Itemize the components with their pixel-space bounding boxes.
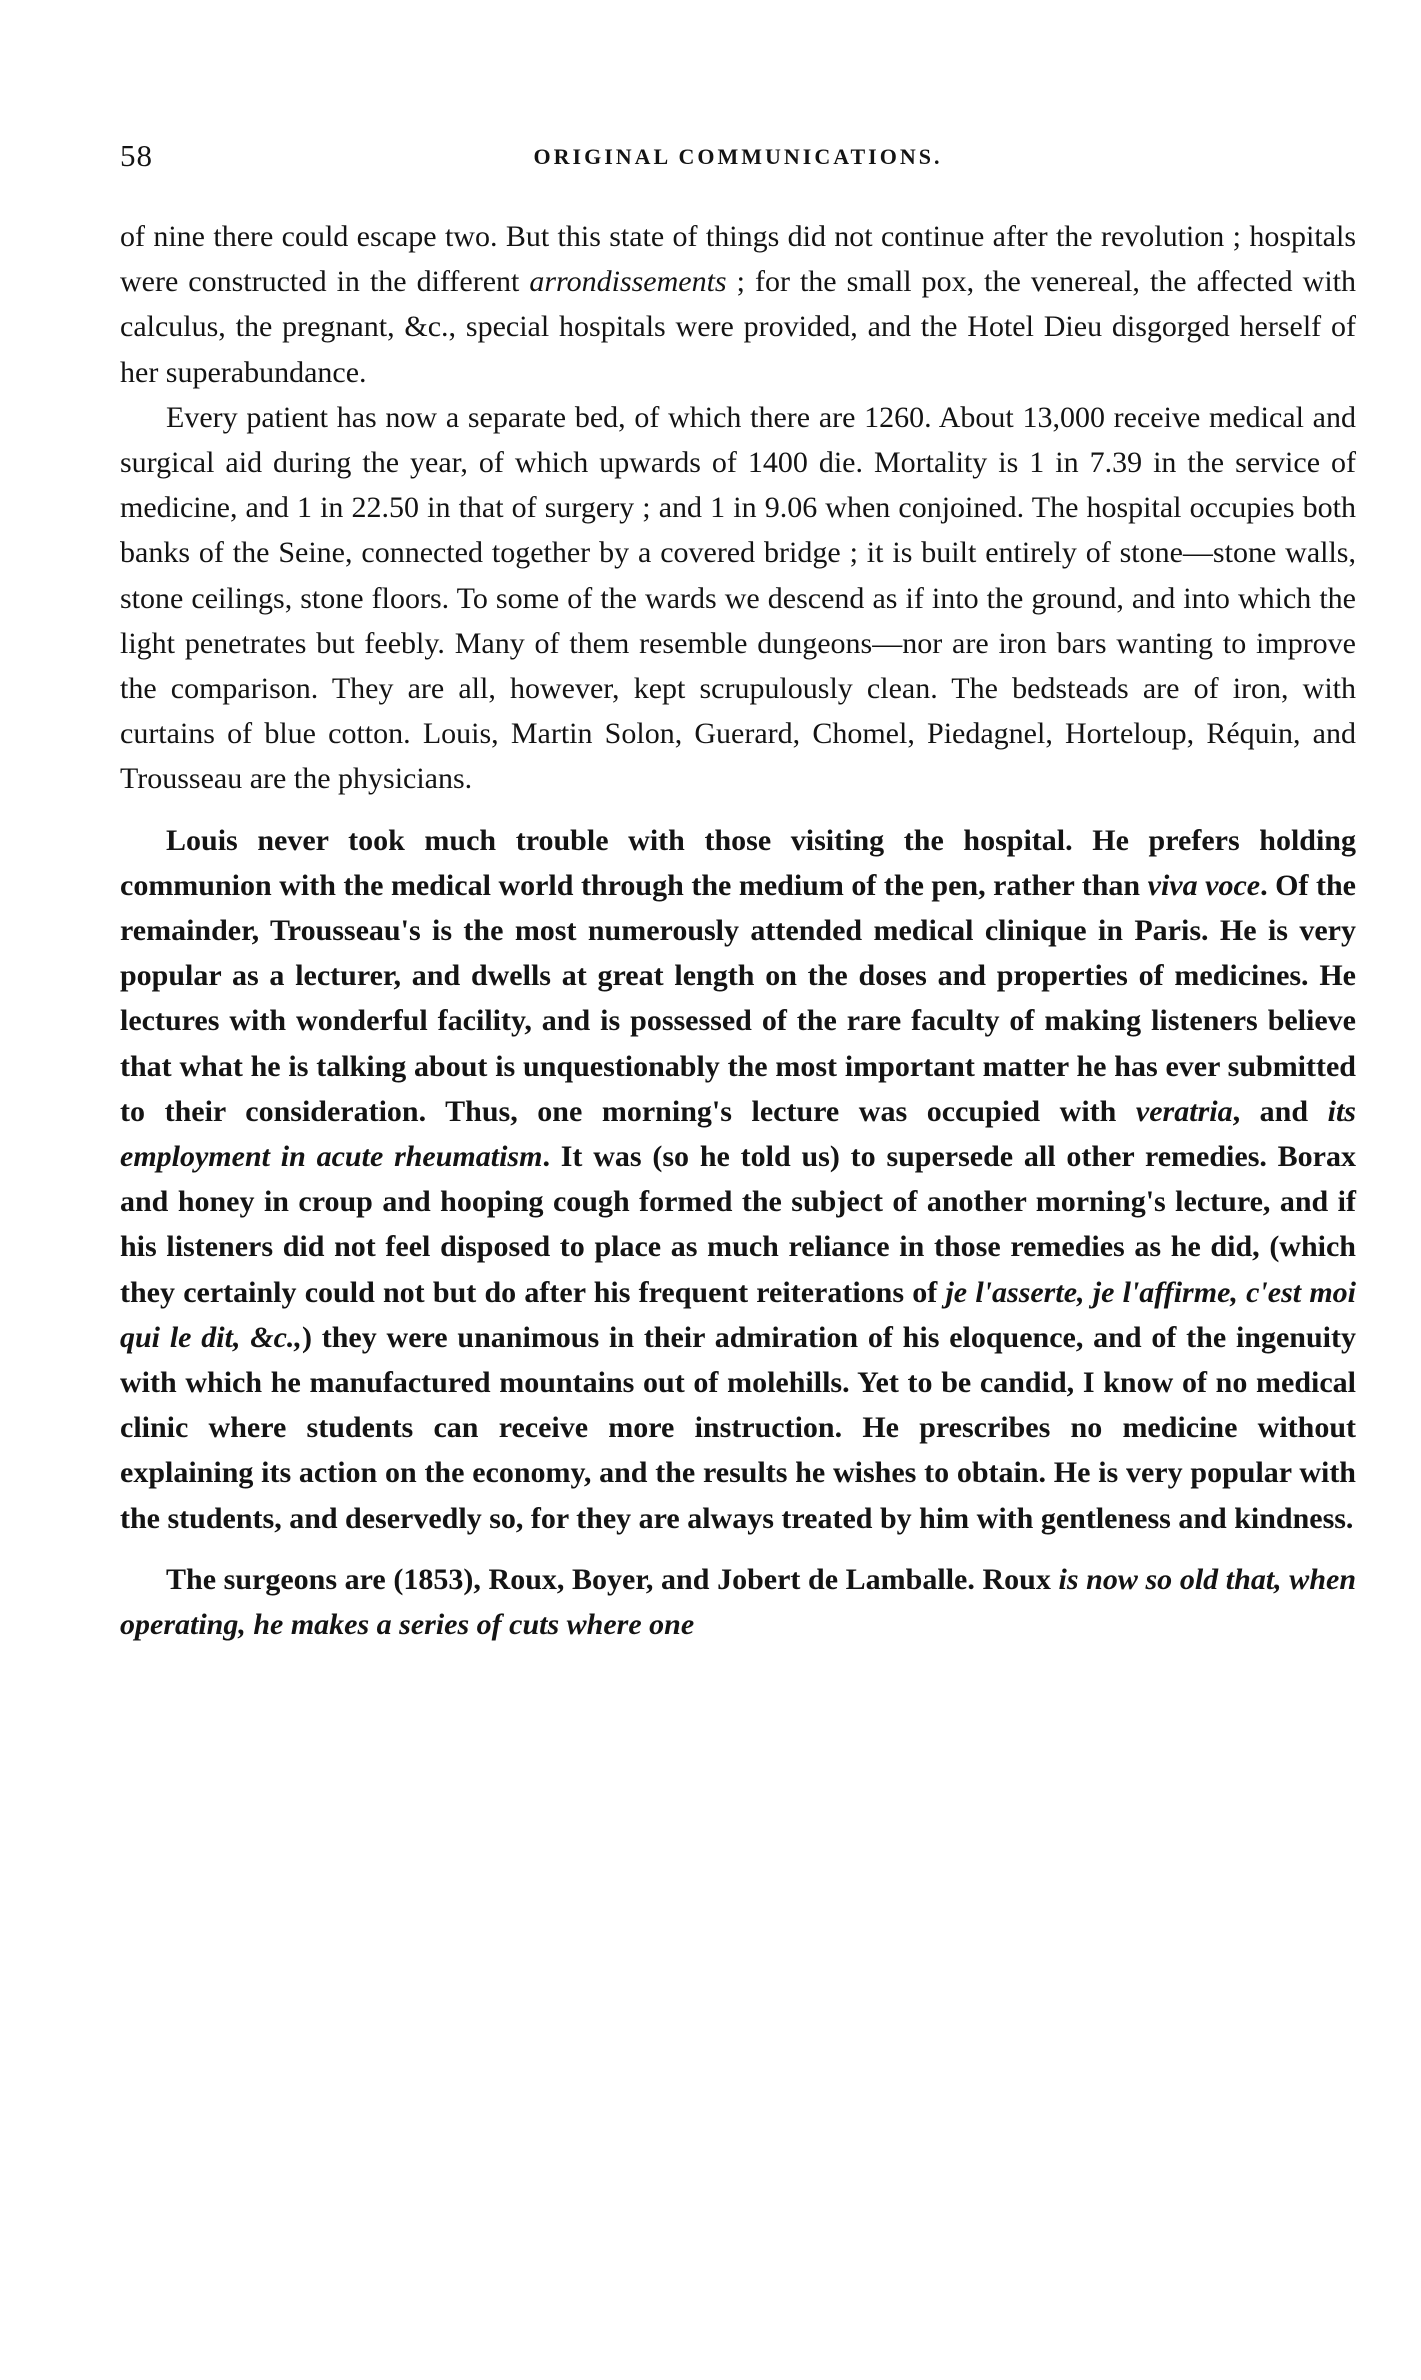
text-run: of nine there could escape two. But this state of things did not continue after the revolution ; hospitals were constructed in the different [120, 220, 1356, 299]
running-head [120, 138, 1356, 178]
italic-text: its employment in acute rheumatism [120, 1094, 1356, 1174]
paragraph-2 [120, 395, 1356, 802]
text-run: Every patient has now a separate bed, of which there are 1260. About 13,000 receive medical and surgical aid during the year, of which upwards of 1400 die. Mortality is 1 in 7.39 in the service of medicine, and 1 in 22.50 in that of surgery ; and 1 in 9.06 when conjoined. The hospital occupies both banks of the Seine, connected together by a covered bridge ; it is built entirely of stone—stone walls, stone ceilings, stone floors. To some of the wards we descend as if into the ground, and into which the light penetrates but feebly. Many of them resemble dungeons—nor are iron bars wanting to improve the comparison. They are all, however, kept scrupulously clean. The bedsteads are of iron, with curtains of blue cotton. Louis, Martin Solon, Guerard, Chomel, Piedagnel, Horteloup, Réquin, and Trousseau are the physicians. [120, 400, 1356, 796]
body-text [120, 214, 1356, 1647]
italic-text: arrondissements [529, 265, 727, 299]
text-run: The surgeons are (1853), Roux, Boyer, and Jobert de Lamballe. Roux [166, 1562, 1059, 1596]
italic-text: is now so old that, when operating, he makes a [120, 1562, 1357, 1642]
text-run: ) they were unanimous in their admiration of his eloquence, and of the ingenuity with which he manufactured mountains out of molehills. Yet to be candid, I know of no medical clinic where students can receive more instruction. He prescribes no medicine without explaining its action on the economy, and the results he wishes to obtain. He is very popular with the students, and deservedly so, for they are always treated by him with gentleness and kindness. [120, 1320, 1356, 1535]
paragraph-1 [120, 214, 1356, 395]
running-title: ORIGINAL COMMUNICATIONS. [533, 144, 943, 169]
italic-text: of cuts where one [476, 1608, 695, 1642]
document-page [120, 138, 1356, 1647]
paragraph-4 [120, 1557, 1356, 1647]
italic-text: veratria [1135, 1094, 1233, 1128]
paragraph-3 [120, 818, 1356, 1541]
italic-text: series [399, 1608, 470, 1642]
text-run: . It was (so he told us) to supersede all other remedies. Borax and honey in croup and hooping cough formed the subject of another morning's lecture, and if his listeners did not feel disposed to place as much reliance in those remedies as he did, (which they certainly could not but do after his frequent reiterations of [120, 1140, 1357, 1309]
text-run: Louis never took much trouble with those visiting the hospital. He prefers holding communion with the medical world through the medium of the pen, rather than [120, 823, 1356, 902]
text-run: , and [1232, 1094, 1328, 1128]
page-number: 58 [120, 138, 153, 173]
text-run: . Of the remainder, Trousseau's is the most numerously attended medical clinique in Paris. He is very popular as a lecturer, and dwells at great length on the doses and properties of medicines. He lectures with wonderful facility, and is possessed of the rare faculty of making listeners believe that what he is talking about is unquestionably the most important matter he has ever submitted to their consideration. Thus, one morning's lecture was occupied with [120, 868, 1356, 1128]
italic-text: viva voce [1147, 868, 1261, 902]
text-run [469, 1608, 477, 1641]
text-run: ; for the small pox, the venereal, the affected with calculus, the pregnant, &c., special hospitals were provided, and the Hotel Dieu disgorged herself of her superabundance. [120, 265, 1356, 389]
italic-text: je l'asserte, je l'affirme, c'est moi qui le dit, &c., [120, 1275, 1356, 1354]
